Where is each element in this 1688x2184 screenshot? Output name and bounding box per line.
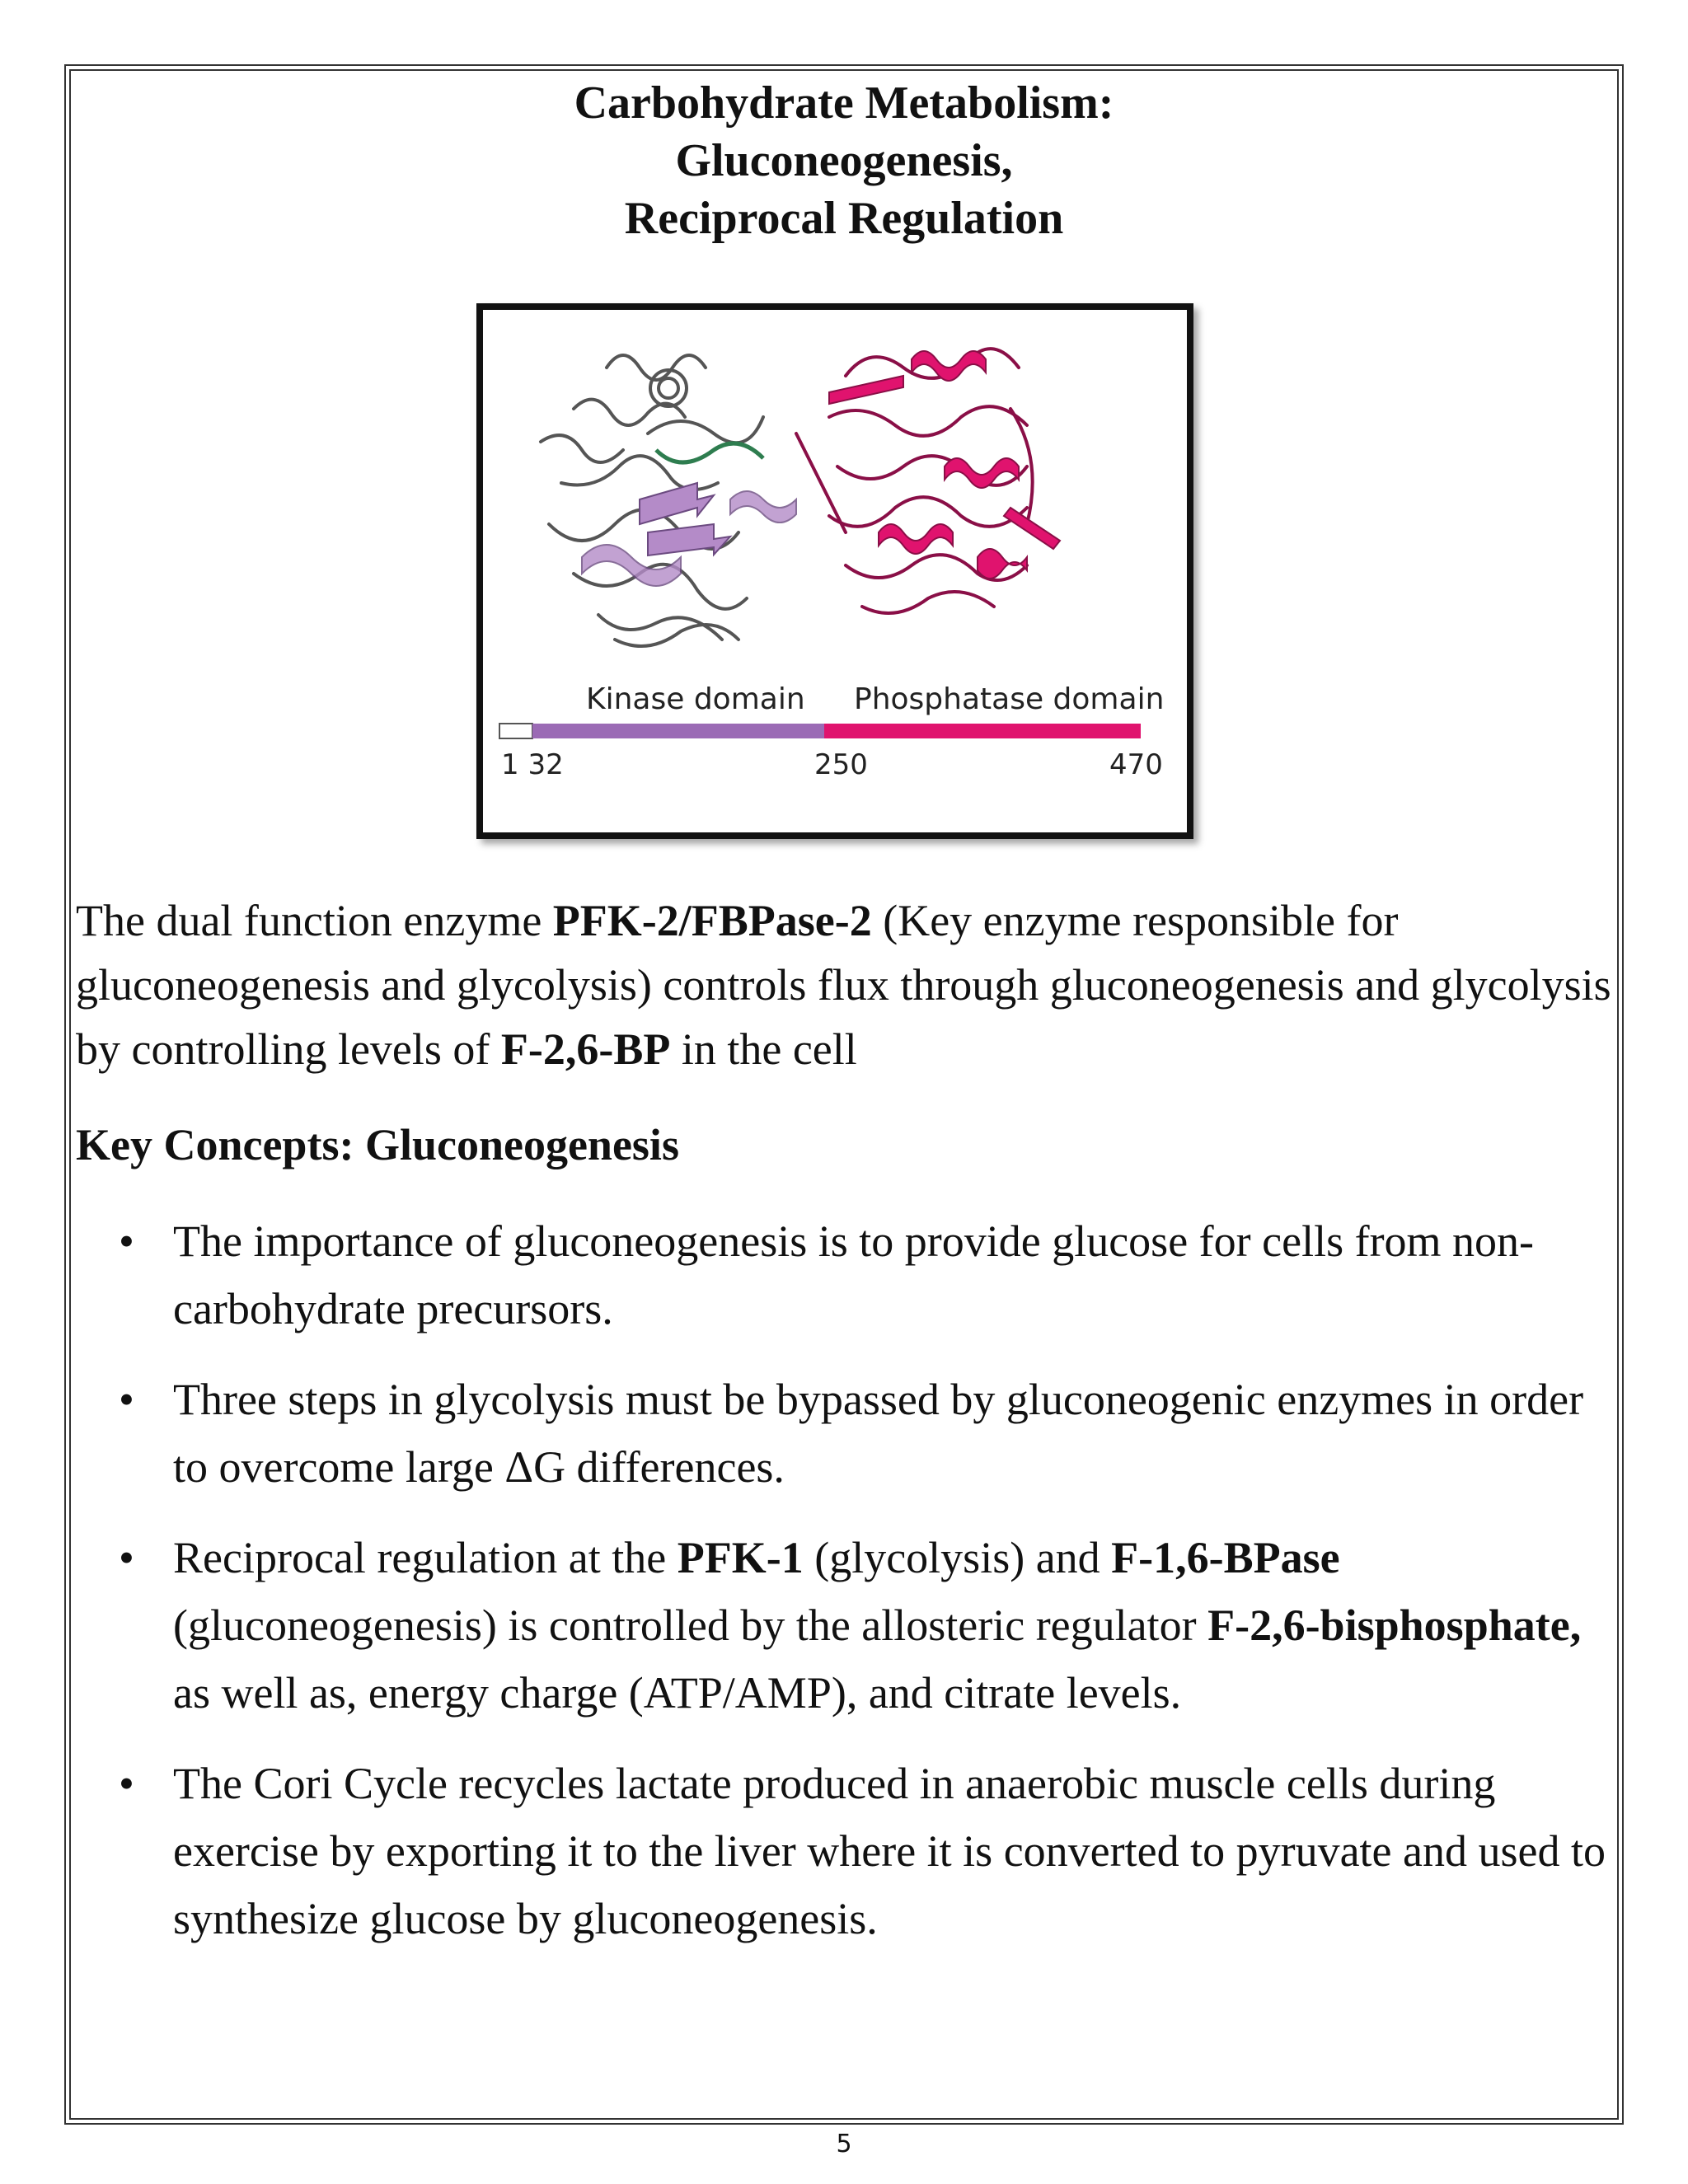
phosphatase-domain-label: Phosphatase domain <box>854 682 1165 716</box>
tick-1-32: 1 32 <box>501 748 564 781</box>
kinase-domain-label: Kinase domain <box>586 682 805 716</box>
bullet-text-3: Reciprocal regulation at the PFK-1 (glycolysis) and F-1,6-BPase (gluconeogenesis) is controlled by the allosteric regulator F-2,6-bisphosphate, as well as, energy charge (ATP/AMP), and citrate levels. <box>173 1533 1582 1718</box>
list-item <box>76 1207 1625 1343</box>
bullet-marker: • <box>119 1216 134 1266</box>
title-line-1: Carbohydrate Metabolism: <box>574 77 1114 129</box>
title-line-3: Reciprocal Regulation <box>624 193 1064 244</box>
intro-text-3: in the cell <box>670 1024 857 1074</box>
list-item <box>76 1366 1625 1501</box>
bullet-marker: • <box>119 1533 134 1582</box>
list-item <box>76 1524 1625 1727</box>
bullet-text-1: The importance of gluconeogenesis is to provide glucose for cells from non-carbohydrate precursors. <box>173 1216 1535 1333</box>
kinase-segment <box>532 724 824 738</box>
bullet-text-4: The Cori Cycle recycles lactate produced in anaerobic muscle cells during exercise by exporting it to the liver where it is converted to pyruvate and used to synthesize glucose by gluconeogenesis. <box>173 1759 1606 1943</box>
tick-250: 250 <box>814 748 868 781</box>
linker-loop <box>656 443 763 462</box>
key-concepts-list <box>76 1207 1625 1975</box>
linker-segment <box>499 724 532 738</box>
phosphatase-helices <box>829 351 1060 579</box>
phosphatase-segment <box>824 724 1141 738</box>
f26bp-term: F-2,6-bisphosphate, <box>1207 1601 1582 1650</box>
pfk1-term: PFK-1 <box>677 1533 804 1582</box>
intro-paragraph <box>76 888 1617 1081</box>
intro-text-2: (Key enzyme responsible for gluconeogenesis and glycolysis) controls flux through gluconeogenesis and glycolysis by controlling levels of <box>76 896 1611 1074</box>
title-line-2: Gluconeogenesis, <box>675 135 1013 186</box>
protein-structure-figure <box>476 303 1193 839</box>
tick-470: 470 <box>1109 748 1163 781</box>
bullet-marker: • <box>119 1759 134 1808</box>
section-heading: Key Concepts: Gluconeogenesis <box>76 1120 679 1169</box>
page-title <box>0 74 1688 247</box>
intro-regulator-name: F-2,6-BP <box>500 1024 671 1074</box>
bullet-text-2: Three steps in glycolysis must be bypassed by gluconeogenic enzymes in order to overcome large ΔG differences. <box>173 1375 1584 1492</box>
kinase-sheets <box>582 483 796 586</box>
intro-text-1: The dual function enzyme <box>76 896 553 945</box>
fbpase-term: F-1,6-BPase <box>1111 1533 1340 1582</box>
intro-enzyme-name: PFK-2/FBPase-2 <box>552 896 872 945</box>
page-number: 5 <box>836 2130 852 2158</box>
bullet-marker: • <box>119 1375 134 1424</box>
list-item <box>76 1750 1625 1952</box>
